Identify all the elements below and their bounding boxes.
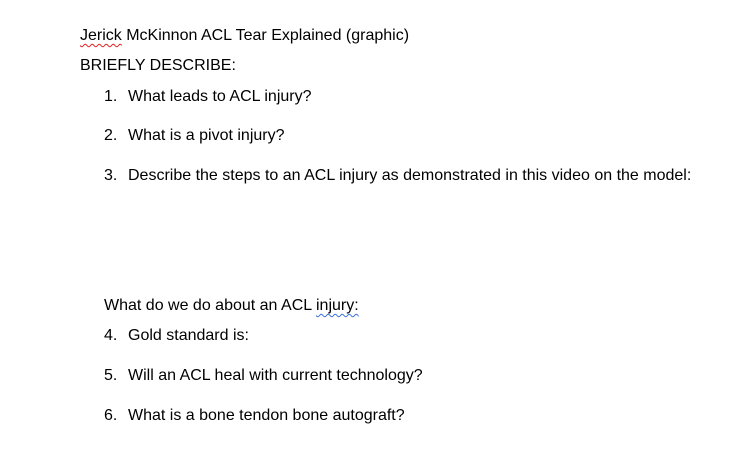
- question-text: What is a pivot injury?: [128, 127, 285, 144]
- question-text: What leads to ACL injury?: [128, 88, 312, 105]
- question-text: What is a bone tendon bone autograft?: [128, 407, 405, 424]
- question-item: [104, 87, 312, 107]
- document-title: [80, 26, 409, 46]
- question-number: 5.: [104, 367, 118, 384]
- question-item: [104, 406, 405, 426]
- question-text: Will an ACL heal with current technology?: [128, 367, 423, 384]
- title-text: McKinnon ACL Tear Explained (graphic): [121, 27, 410, 44]
- question-item: [104, 366, 423, 386]
- question-item: [104, 326, 249, 346]
- spelling-flagged-word: Jerick: [80, 27, 122, 44]
- question-number: 1.: [104, 88, 118, 105]
- question-number: 6.: [104, 407, 118, 424]
- grammar-flagged-word: injury:: [316, 297, 359, 314]
- question-text: Describe the steps to an ACL injury as demonstrated in this video on the model:: [128, 167, 692, 184]
- question-item: [104, 126, 285, 146]
- subheading-text: What do we do about an ACL: [104, 297, 316, 314]
- question-text: Gold standard is:: [128, 327, 249, 344]
- section-subheading: [104, 296, 359, 316]
- question-number: 3.: [104, 167, 118, 184]
- question-number: 2.: [104, 127, 118, 144]
- instruction-heading: BRIEFLY DESCRIBE:: [80, 57, 236, 74]
- question-number: 4.: [104, 327, 118, 344]
- question-item: [104, 166, 691, 186]
